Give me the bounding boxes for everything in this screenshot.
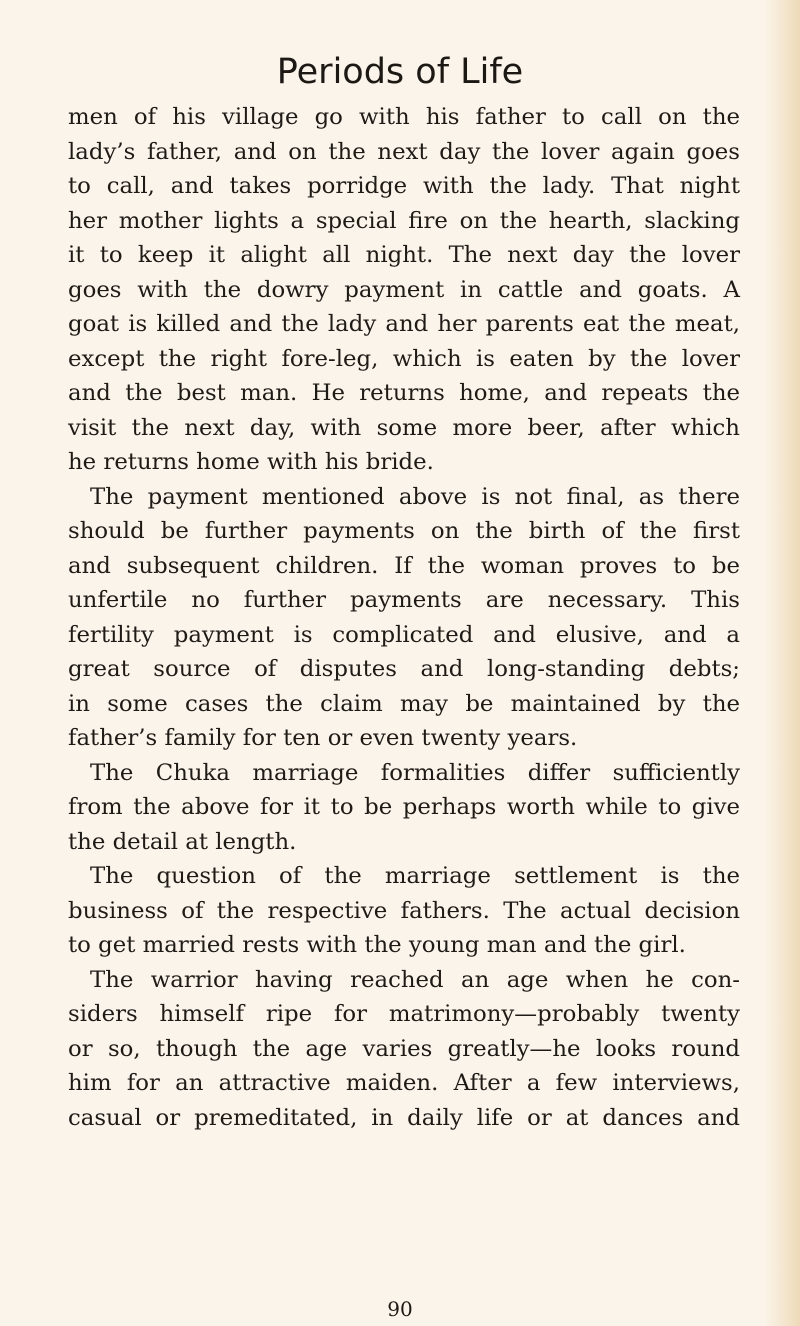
text-line: siders himself ripe for matrimony—probably twenty	[68, 1001, 740, 1027]
text-line: goes with the dowry payment in cattle and goats. A	[68, 276, 740, 303]
text-line: father’s family for ten or even twenty years.	[68, 725, 578, 751]
text-line: he returns home with his bride.	[68, 449, 434, 475]
text-line: from the above for it to be perhaps worth while to give	[68, 794, 740, 820]
page-number: 90	[387, 1297, 413, 1321]
page-edge-shading	[764, 0, 800, 1326]
body-text	[68, 100, 740, 1135]
text-line: visit the next day, with some more beer, after which	[68, 414, 740, 441]
text-line: The Chuka marriage formalities differ sufficiently	[90, 759, 740, 786]
text-line: The question of the marriage settlement is the	[90, 863, 740, 889]
text-line: business of the respective fathers. The actual decision	[68, 897, 740, 924]
text-line: it to keep it alight all night. The next day the lover	[68, 242, 740, 268]
text-line: casual or premeditated, in daily life or at dances and	[68, 1104, 740, 1131]
text-line: to get married rests with the young man and the girl.	[68, 932, 686, 958]
text-line: to call, and takes porridge with the lady. That night	[68, 173, 740, 199]
text-line: unfertile no further payments are necessary. This	[68, 587, 740, 613]
text-line: and the best man. He returns home, and repeats the	[68, 380, 740, 406]
text-line: in some cases the claim may be maintained by the	[68, 690, 740, 717]
text-line: or so, though the age varies greatly—he looks round	[68, 1035, 740, 1062]
text-line: should be further payments on the birth of the first	[68, 518, 740, 544]
text-line: lady’s father, and on the next day the lover again goes	[68, 138, 740, 165]
text-line: and subsequent children. If the woman proves to be	[68, 552, 740, 579]
text-line: men of his village go with his father to call on the	[68, 104, 740, 130]
running-head: Periods of Life	[276, 52, 524, 92]
text-line: The warrior having reached an age when he con-	[90, 966, 740, 993]
text-line: The payment mentioned above is not final, as there	[90, 483, 740, 510]
text-line: the detail at length.	[68, 828, 297, 855]
text-line: her mother lights a special fire on the hearth, slacking	[68, 207, 740, 234]
text-line: except the right fore-leg, which is eaten by the lover	[68, 345, 740, 372]
text-line: great source of disputes and long-standing debts;	[68, 656, 740, 682]
text-line: goat is killed and the lady and her parents eat the meat,	[68, 311, 740, 337]
text-line: fertility payment is complicated and elusive, and a	[68, 621, 740, 648]
text-line: him for an attractive maiden. After a few interviews,	[68, 1070, 740, 1096]
